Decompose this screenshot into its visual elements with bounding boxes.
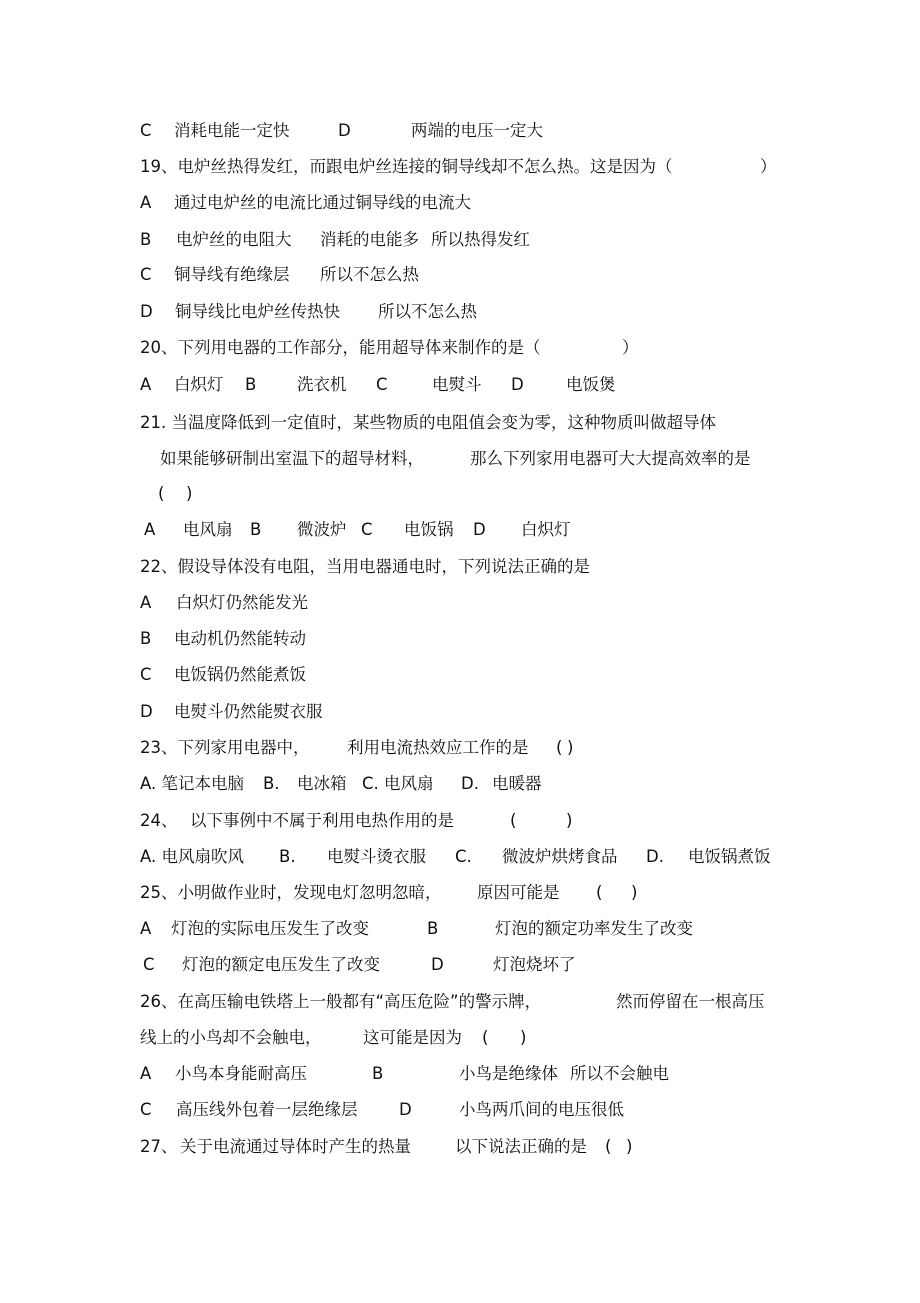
- text-run: A. 电风扇吹风: [140, 847, 244, 866]
- text-run: C. 电风扇: [362, 774, 434, 793]
- text-line: [0, 773, 920, 799]
- text-line: [0, 448, 920, 474]
- text-run: 利用电流热效应工作的是: [347, 738, 529, 757]
- text-line: [0, 1099, 920, 1125]
- text-run: D: [338, 121, 351, 140]
- text-run: C.: [455, 847, 472, 866]
- text-line: [0, 954, 920, 980]
- text-run: B: [427, 919, 439, 938]
- text-line: [0, 846, 920, 872]
- text-run: ）: [760, 157, 777, 176]
- text-run: ): [520, 1028, 527, 1047]
- text-line: [0, 664, 920, 690]
- text-run: B.: [279, 847, 296, 866]
- text-run: 电风扇: [183, 520, 233, 539]
- text-run: 灯泡烧坏了: [493, 955, 576, 974]
- text-line: [0, 1136, 920, 1162]
- text-line: [0, 264, 920, 290]
- text-run: 消耗电能一定快: [174, 121, 290, 140]
- text-run: 原因可能是: [477, 883, 560, 902]
- text-run: 22、假设导体没有电阻，当用电器通电时，下列说法正确的是: [140, 557, 590, 576]
- text-run: 两端的电压一定大: [411, 121, 543, 140]
- text-run: 电熨斗烫衣服: [327, 847, 426, 866]
- text-run: C: [140, 265, 152, 284]
- text-run: 微波炉: [297, 520, 347, 539]
- text-run: 以下事例中不属于利用电热作用的是: [190, 811, 454, 830]
- text-run: 铜导线有绝缘层: [174, 265, 290, 284]
- text-run: 白炽灯: [521, 520, 571, 539]
- text-run: 20、下列用电器的工作部分，能用超导体来制作的是（: [140, 338, 541, 357]
- text-run: A: [140, 375, 152, 394]
- text-run: 26、在高压输电铁塔上一般都有“高压危险”的警示牌，: [140, 992, 542, 1011]
- text-run: 通过电炉丝的电流比通过铜导线的电流大: [174, 193, 471, 212]
- text-run: ): [186, 484, 193, 503]
- text-run: B: [140, 629, 152, 648]
- text-line: [0, 120, 920, 146]
- text-run: C: [143, 955, 155, 974]
- text-run: A: [144, 520, 156, 539]
- text-run: D: [473, 520, 486, 539]
- text-run: 电饭锅: [404, 520, 454, 539]
- text-run: 洗衣机: [297, 375, 347, 394]
- text-run: 白炽灯仍然能发光: [176, 593, 308, 612]
- text-run: 电动机仍然能转动: [174, 629, 306, 648]
- text-run: 23、下列家用电器中，: [140, 738, 310, 757]
- text-run: D: [140, 302, 153, 321]
- text-run: 电暖器: [492, 774, 542, 793]
- text-line: [0, 737, 920, 763]
- text-run: C: [376, 375, 388, 394]
- text-run: 如果能够研制出室温下的超导材料，: [160, 449, 424, 468]
- text-run: 27、: [140, 1137, 178, 1156]
- text-run: B: [372, 1064, 384, 1083]
- text-run: 那么下列家用电器可大大提高效率的是: [470, 449, 751, 468]
- text-run: ): [567, 738, 574, 757]
- text-run: C: [140, 1100, 152, 1119]
- text-run: 电饭煲: [566, 375, 616, 394]
- text-run: A: [140, 193, 152, 212]
- text-line: [0, 229, 920, 255]
- text-run: ): [631, 883, 638, 902]
- text-run: (: [556, 738, 563, 757]
- text-line: [0, 592, 920, 618]
- text-run: (: [510, 811, 517, 830]
- text-run: 电熨斗仍然能熨衣服: [174, 702, 323, 721]
- text-run: 所以热得发红: [431, 230, 530, 249]
- text-run: (: [482, 1028, 489, 1047]
- text-run: 消耗的电能多: [320, 230, 419, 249]
- text-run: C: [140, 121, 152, 140]
- text-run: 以下说法正确的是: [455, 1137, 587, 1156]
- text-line: [0, 301, 920, 327]
- text-run: (: [596, 883, 603, 902]
- text-run: ): [626, 1137, 633, 1156]
- text-run: 灯泡的额定功率发生了改变: [495, 919, 693, 938]
- text-run: 电炉丝的电阻大: [176, 230, 292, 249]
- text-run: 所以不怎么热: [378, 302, 477, 321]
- text-run: C: [140, 665, 152, 684]
- text-run: 电饭锅仍然能煮饭: [174, 665, 306, 684]
- text-run: 19、电炉丝热得发红，而跟电炉丝连接的铜导线却不怎么热。这是因为（: [140, 157, 673, 176]
- text-line: [0, 556, 920, 582]
- text-run: 灯泡的实际电压发生了改变: [171, 919, 369, 938]
- text-run: 关于电流通过导体时产生的热量: [180, 1137, 411, 1156]
- text-line: [0, 156, 920, 182]
- text-run: B: [245, 375, 257, 394]
- text-run: 21. 当温度降低到一定值时，某些物质的电阻值会变为零，这种物质叫做超导体: [140, 413, 716, 432]
- text-run: 电饭锅煮饭: [688, 847, 771, 866]
- text-run: A. 笔记本电脑: [140, 774, 244, 793]
- text-run: A: [140, 593, 152, 612]
- text-run: B: [250, 520, 262, 539]
- text-run: 然而停留在一根高压: [616, 992, 765, 1011]
- text-run: B.: [263, 774, 280, 793]
- text-run: 铜导线比电炉丝传热快: [175, 302, 340, 321]
- text-run: 电冰箱: [297, 774, 347, 793]
- text-line: [0, 1027, 920, 1053]
- text-run: 所以不会触电: [570, 1064, 669, 1083]
- text-line: [0, 374, 920, 400]
- text-run: 小鸟本身能耐高压: [175, 1064, 307, 1083]
- text-line: [0, 192, 920, 218]
- text-line: [0, 918, 920, 944]
- text-run: 这可能是因为: [363, 1028, 462, 1047]
- text-run: D: [399, 1100, 412, 1119]
- text-line: [0, 337, 920, 363]
- text-run: D.: [461, 774, 479, 793]
- text-run: 微波炉烘烤食品: [502, 847, 618, 866]
- text-line: [0, 412, 920, 438]
- text-run: 灯泡的额定电压发生了改变: [182, 955, 380, 974]
- text-run: D: [431, 955, 444, 974]
- text-line: [0, 810, 920, 836]
- text-line: [0, 628, 920, 654]
- text-run: 24、: [140, 811, 178, 830]
- text-run: D: [140, 702, 153, 721]
- text-line: [0, 701, 920, 727]
- text-line: [0, 519, 920, 545]
- text-run: A: [140, 1064, 152, 1083]
- text-run: A: [140, 919, 152, 938]
- text-line: [0, 1063, 920, 1089]
- text-run: (: [605, 1137, 612, 1156]
- text-line: [0, 483, 920, 509]
- text-run: 高压线外包着一层绝缘层: [176, 1100, 358, 1119]
- text-run: 电熨斗: [432, 375, 482, 394]
- text-line: [0, 882, 920, 908]
- text-run: 小鸟是绝缘体: [459, 1064, 558, 1083]
- text-run: 线上的小鸟却不会触电，: [140, 1028, 322, 1047]
- text-run: (: [158, 484, 165, 503]
- text-run: D: [511, 375, 524, 394]
- text-run: 所以不怎么热: [320, 265, 419, 284]
- text-run: 25、小明做作业时，发现电灯忽明忽暗，: [140, 883, 442, 902]
- text-run: ）: [622, 338, 639, 357]
- text-run: D.: [646, 847, 664, 866]
- text-run: ): [566, 811, 573, 830]
- text-line: [0, 991, 920, 1017]
- text-run: 小鸟两爪间的电压很低: [459, 1100, 624, 1119]
- text-run: C: [361, 520, 373, 539]
- text-run: B: [140, 230, 152, 249]
- text-run: 白炽灯: [174, 375, 224, 394]
